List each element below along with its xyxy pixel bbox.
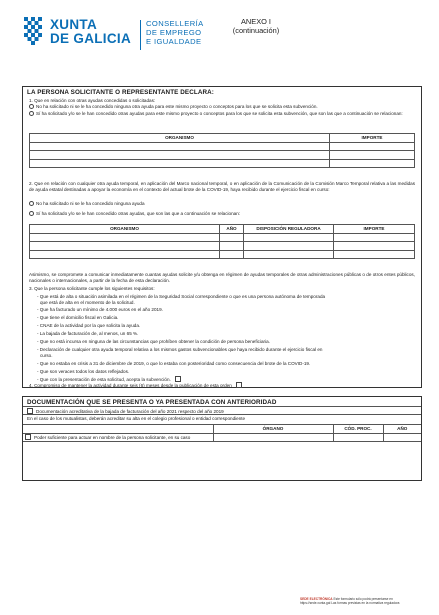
col-disposicion: DISPOSICIÓN REGULADORA bbox=[244, 225, 334, 234]
logo-divider bbox=[140, 20, 141, 50]
doc-label: En el caso de los mutualistas, deberán acreditar su alta en el colegio profesional o entidad correspondiente bbox=[27, 416, 246, 421]
requirement-item: que está de alta en el momento de la solicitud. bbox=[40, 300, 135, 305]
q2-option-yes-label: Sí ha solicitado y/o se le han concedido otras ayudas, que son las que a continuación se relacionan: bbox=[36, 211, 241, 216]
requirement-item: - Que tiene el domicilio fiscal en Galicia. bbox=[37, 315, 119, 320]
dept-line-3: E IGUALDADE bbox=[146, 37, 202, 46]
table-row bbox=[30, 142, 415, 151]
table-row bbox=[30, 250, 415, 259]
q1-option-no-label: No ha solicitado ni se le ha concedido ninguna otra ayuda para este mismo proyecto o conceptos para los que se solicita esta subvención. bbox=[36, 104, 318, 109]
dept-line-2: DE EMPREGO bbox=[146, 28, 202, 37]
col-importe: IMPORTE bbox=[334, 225, 415, 234]
question-2: 2. Que en relación con cualquier otra ayuda temporal, en aplicación del Marco nacional temporal, o en aplicación de la Comunicación de la Comisión Marco Temporal relativa a las medidas de ayuda estatal destinadas a apoyar la economía en el contexto del actual brote de la COVID-19, haya recibido durante el ejercicio fiscal en curso: bbox=[29, 181, 415, 192]
doc-reference-table bbox=[23, 424, 421, 442]
question-4-text: 4. Compromiso de mantener la actividad durante seis (6) meses desde la publicación de esta orden bbox=[29, 383, 232, 388]
requirement-item: - Que ha facturado un mínimo de 4.000 euros en el año 2019. bbox=[37, 307, 163, 312]
doc-label: Documentación acreditativa de la bajada de facturación del año 2021 respecto del año 2019 bbox=[36, 409, 224, 414]
requirement-item: - Declaración de cualquier otra ayuda temporal relativa a los mismos gastos subvencionables que haya recibido durante el ejercicio fiscal en bbox=[37, 347, 323, 352]
annex-subtitle: (continuación) bbox=[232, 26, 280, 35]
table-row bbox=[30, 242, 415, 251]
table-row bbox=[30, 151, 415, 160]
commitment-text: Asimismo, se compromete a comunicar inmediatamente cuantas ayudas solicite y/u obtenga en régimen de ayudas temporales de otras administraciones públicas o de otros entes públicos, nacionales o internacionales, a partir de la fecha de esta declaración. bbox=[29, 272, 415, 283]
requirement-item: - Que no estaba en crisis a 31 de diciembre de 2019, o que lo estaba con posterioridad como consecuencia del brote de la COVID-19. bbox=[37, 361, 311, 366]
maintain-activity-checkbox[interactable] bbox=[236, 382, 242, 388]
blank-cell bbox=[23, 425, 213, 434]
col-organo: ÓRGANO bbox=[213, 425, 333, 434]
q1-option-yes[interactable] bbox=[29, 111, 415, 117]
q2-option-no-label: No ha solicitado ni se le ha concedido ninguna ayuda bbox=[36, 201, 145, 206]
table-row bbox=[30, 159, 415, 168]
aids-table bbox=[29, 133, 415, 168]
radio-button[interactable] bbox=[29, 211, 34, 216]
footer-text-3: Las formas previstas en la normativa reguladora bbox=[331, 600, 400, 605]
col-organismo: ORGANISMO bbox=[30, 225, 220, 234]
col-importe: IMPORTE bbox=[330, 134, 415, 143]
doc-label: Poder suficiente para actuar en nombre de la persona solicitante, en su caso bbox=[34, 435, 191, 441]
col-ano: AÑO bbox=[220, 225, 244, 234]
logo-text bbox=[50, 18, 131, 46]
temporary-aids-table bbox=[29, 224, 415, 259]
page-footer bbox=[300, 598, 424, 606]
col-cod-proc: CÓD. PROC. bbox=[333, 425, 383, 434]
radio-button[interactable] bbox=[29, 111, 34, 116]
question-4 bbox=[29, 382, 415, 389]
footer-text-1: Este formulario sólo podrá presentarse en bbox=[333, 597, 393, 601]
requirement-item: - Que está de alta o situación asimilada en el régimen de la Seguridad Social correspondiente o que es una persona autónoma de temporada bbox=[37, 294, 326, 299]
q1-option-yes-label: Sí ha solicitado y/o se le han concedido otras ayudas para este mismo proyecto o conceptos para los que se solicita esta subvención, que son las que a continuación se relacionan: bbox=[36, 111, 403, 116]
annex-heading bbox=[196, 17, 316, 35]
radio-button[interactable] bbox=[29, 104, 34, 109]
question-3: 3. Que la persona solicitante cumple los siguientes requisitos: bbox=[29, 286, 155, 291]
logo-line-2: DE GALICIA bbox=[50, 31, 132, 46]
requirement-item: - Que son veraces todos los datos reflejados. bbox=[37, 369, 130, 374]
q2-option-yes[interactable] bbox=[29, 211, 415, 217]
q2-option-no[interactable] bbox=[29, 201, 415, 207]
radio-button[interactable] bbox=[29, 201, 34, 206]
requirement-item: - La bajada de facturación de, al menos, un 65 %. bbox=[37, 331, 139, 336]
table-row bbox=[23, 433, 421, 442]
doc-item-mutualist bbox=[23, 414, 421, 423]
doc-item-power[interactable] bbox=[23, 433, 213, 442]
annex-title: ANEXO I bbox=[241, 17, 271, 26]
documentation-section bbox=[22, 396, 422, 481]
question-1: 1. Que en relación con otras ayudas concedidas o solicitadas: bbox=[29, 98, 156, 103]
declaration-section bbox=[22, 86, 422, 388]
section-title: DOCUMENTACIÓN QUE SE PRESENTA O YA PRESENTADA CON ANTERIORIDAD bbox=[27, 399, 277, 406]
col-organismo: ORGANISMO bbox=[30, 134, 330, 143]
department-name bbox=[146, 19, 204, 46]
page-header bbox=[22, 14, 422, 56]
requirement-item: - Que no está incursa en ninguna de las circunstancias que prohíben obtener la condición de persona beneficiaria. bbox=[37, 339, 270, 344]
section-title: LA PERSONA SOLICITANTE O REPRESENTANTE DECLARA: bbox=[27, 89, 214, 96]
requirement-text: - Que con la presentación de esta solicitud, acepta la subvención. bbox=[37, 377, 171, 382]
footer-link[interactable]: https://sede.xunta.gal bbox=[300, 600, 331, 605]
requirement-item: curso. bbox=[40, 353, 53, 358]
q1-option-no[interactable] bbox=[29, 104, 415, 110]
table-row bbox=[30, 233, 415, 242]
col-ano: AÑO bbox=[383, 425, 421, 434]
dept-line-1: CONSELLERÍA bbox=[146, 19, 204, 28]
logo-line-1: XUNTA bbox=[50, 17, 97, 32]
xunta-logo-icon bbox=[22, 16, 44, 50]
sede-badge: SEDE ELECTRÓNICA bbox=[300, 597, 333, 601]
requirement-item: - CNAE de la actividad por la que solicita la ayuda. bbox=[37, 323, 141, 328]
doc-checkbox[interactable] bbox=[25, 434, 31, 440]
